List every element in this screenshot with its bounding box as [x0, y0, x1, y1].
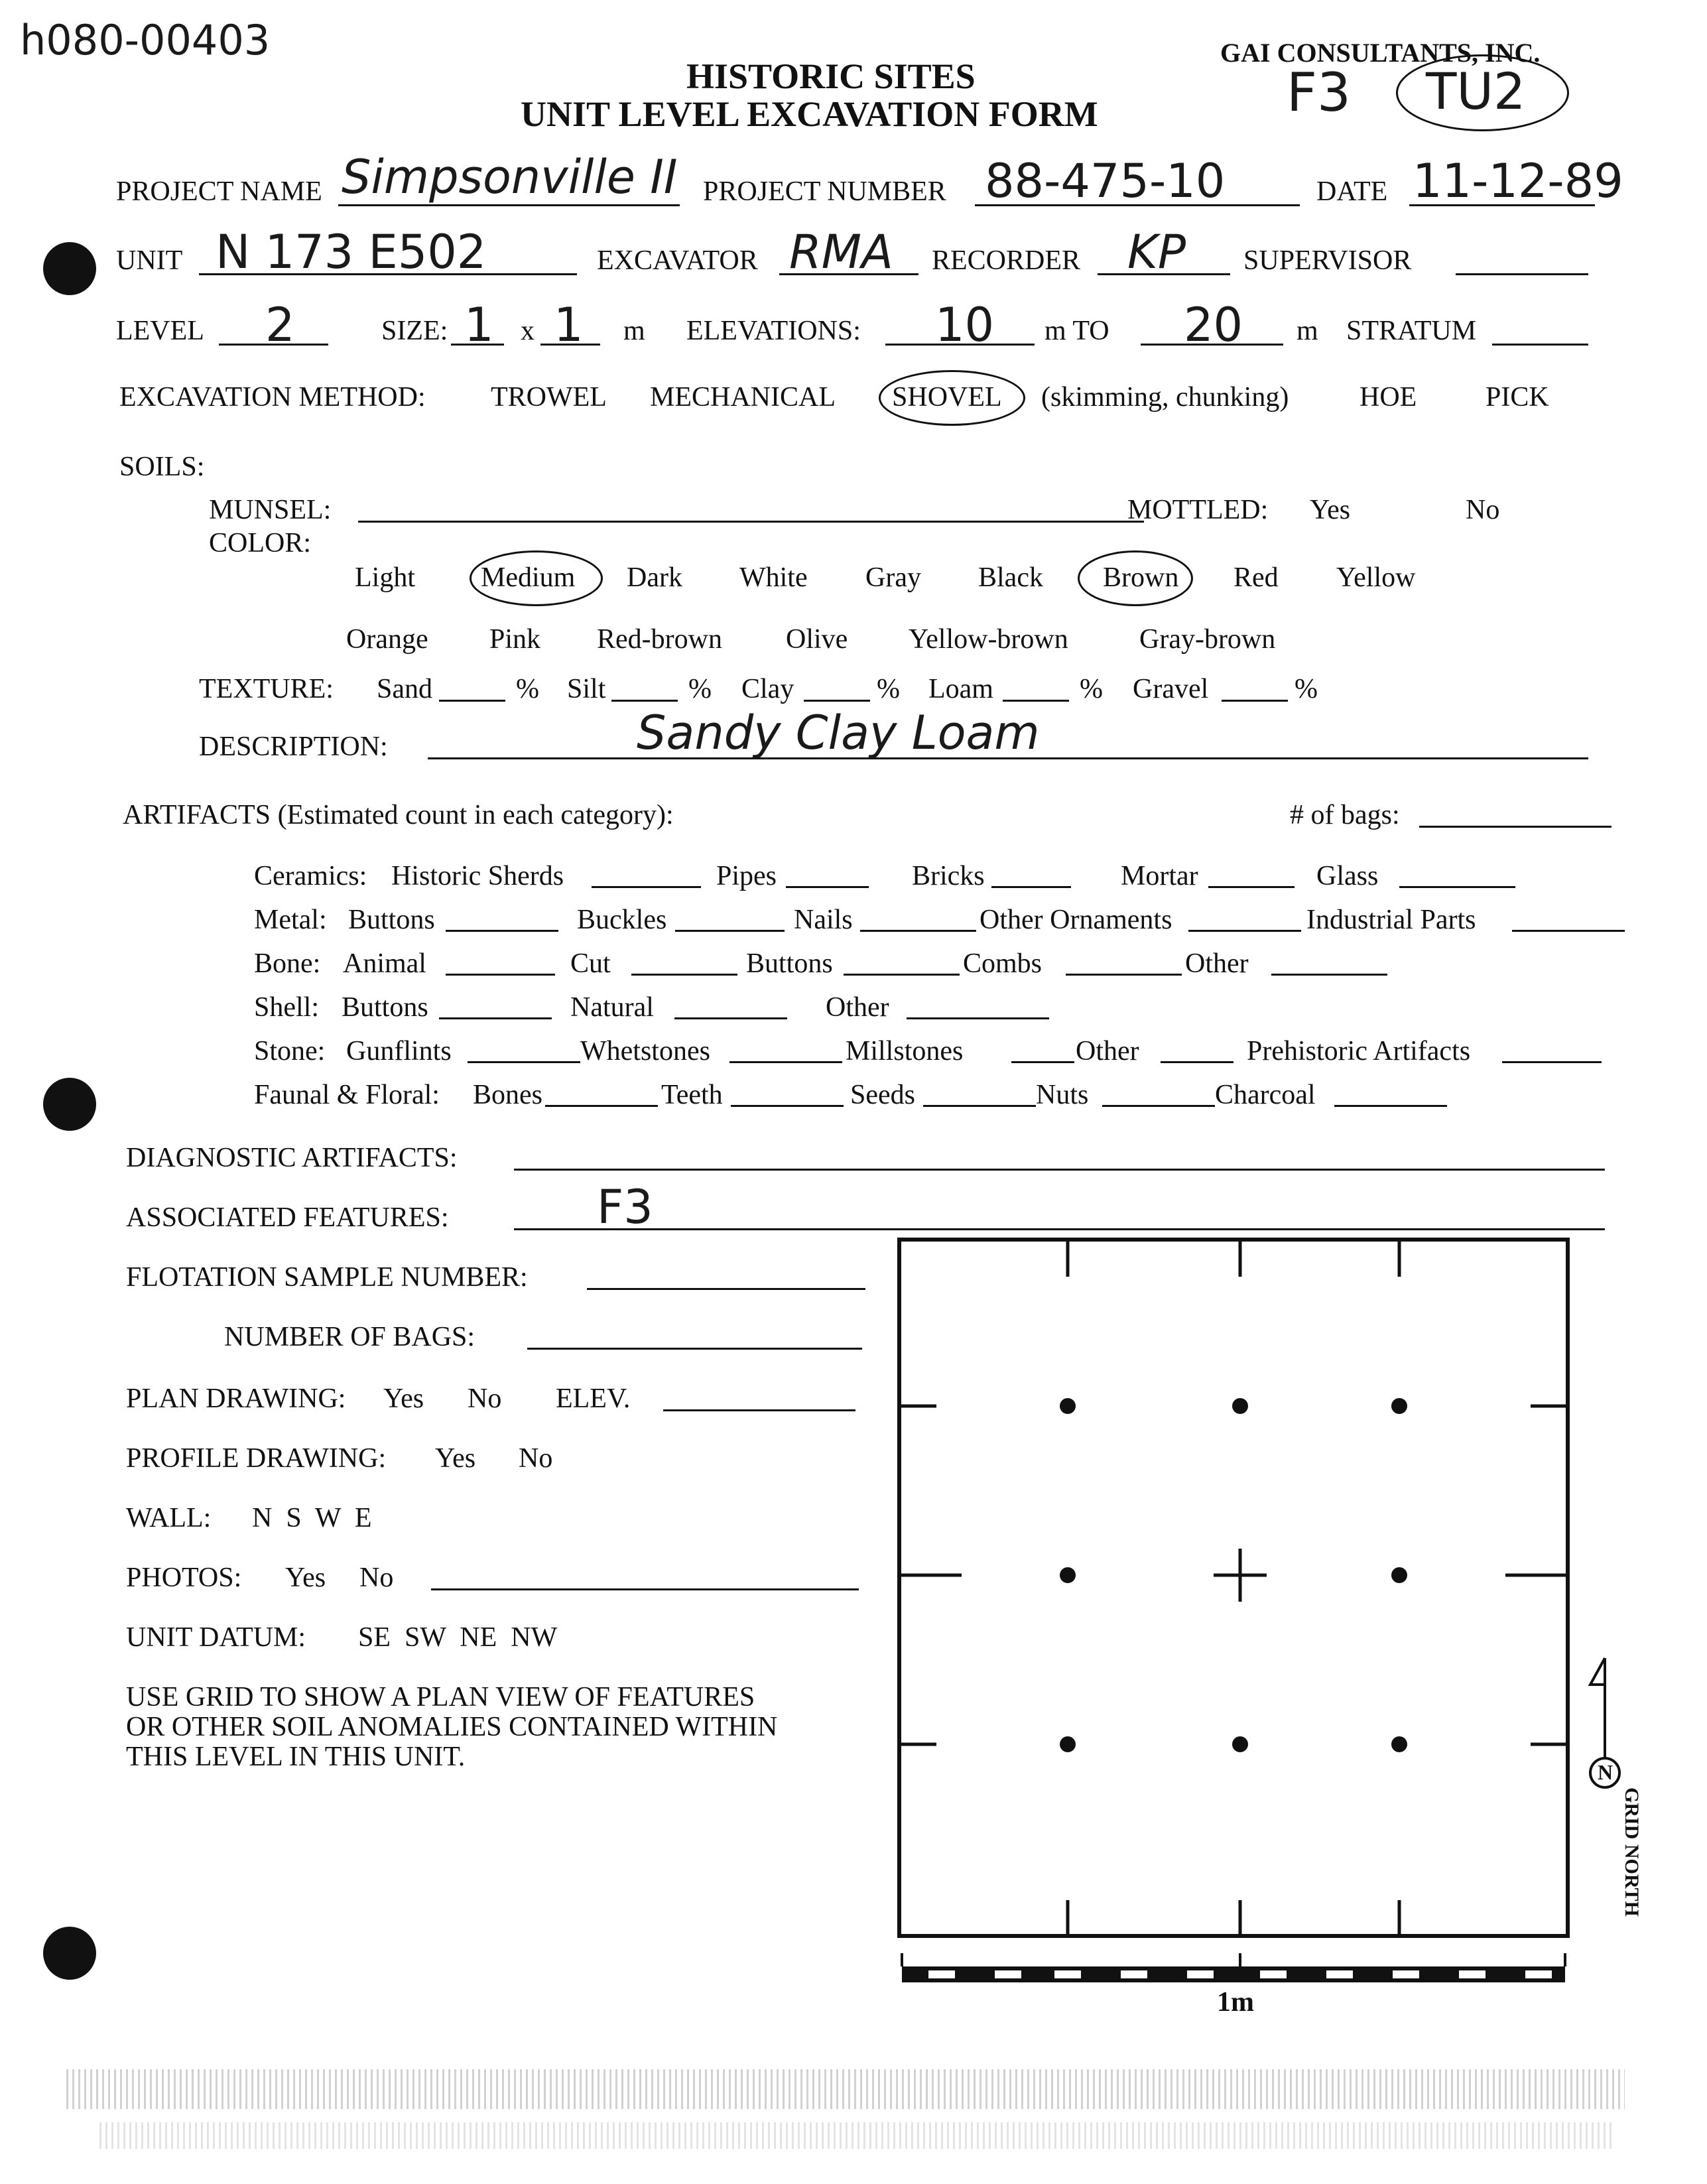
artifact-item: Glass — [1316, 861, 1379, 891]
artifact-item: Mortar — [1121, 861, 1198, 891]
artifact-item: Other — [826, 992, 889, 1023]
elev-label: ELEV. — [556, 1383, 631, 1414]
num-bags-label: NUMBER OF BAGS: — [224, 1322, 475, 1352]
size-x: x — [521, 316, 535, 346]
color-red[interactable]: Red — [1233, 562, 1279, 593]
color-black[interactable]: Black — [978, 562, 1043, 593]
artifact-item: Nuts — [1036, 1080, 1089, 1110]
binder-hole — [43, 1927, 96, 1980]
count-field[interactable] — [1502, 1061, 1602, 1063]
gravel-field[interactable] — [1222, 700, 1288, 702]
recorder-value[interactable]: KP — [1127, 225, 1186, 279]
artifact-item: Bones — [473, 1080, 542, 1110]
faunal-label: Faunal & Floral: — [254, 1080, 440, 1110]
color-dark[interactable]: Dark — [627, 562, 682, 593]
binder-hole — [43, 242, 96, 295]
mottled-yes[interactable]: Yes — [1310, 495, 1351, 525]
grid-north-label: GRID NORTH — [1621, 1787, 1643, 1917]
profile-yes[interactable]: Yes — [435, 1443, 476, 1474]
company-name: GAI CONSULTANTS, INC. — [1220, 38, 1541, 68]
photos-no[interactable]: No — [359, 1563, 394, 1593]
clay-field[interactable] — [804, 700, 870, 702]
color-label: COLOR: — [209, 528, 312, 558]
count-field[interactable] — [446, 930, 558, 932]
pct: % — [1295, 674, 1318, 704]
count-field[interactable] — [1399, 886, 1515, 888]
profile-label: PROFILE DRAWING: — [126, 1443, 387, 1474]
artifact-item: Historic Sherds — [391, 861, 564, 891]
project-number-label: PROJECT NUMBER — [703, 176, 946, 207]
artifact-item: Gunflints — [346, 1036, 452, 1066]
photos-field[interactable] — [431, 1588, 859, 1590]
size-a[interactable]: 1 — [464, 298, 494, 352]
color-yellow-brown[interactable]: Yellow-brown — [909, 624, 1068, 655]
features-value[interactable]: F3 — [597, 1180, 653, 1234]
count-field[interactable] — [860, 930, 976, 932]
color-gray[interactable]: Gray — [865, 562, 921, 593]
pct: % — [1080, 674, 1103, 704]
photos-label: PHOTOS: — [126, 1563, 242, 1593]
excavator-label: EXCAVATOR — [597, 245, 758, 276]
tu-tag: TU2 — [1426, 62, 1526, 121]
count-field[interactable] — [1188, 930, 1301, 932]
datum-label: UNIT DATUM: — [126, 1622, 306, 1653]
artifact-item: Other Ornaments — [980, 905, 1172, 935]
artifact-item: Buckles — [577, 905, 667, 935]
elev-to-label: m TO — [1044, 316, 1109, 346]
texture-sand: Sand — [377, 674, 432, 704]
supervisor-field[interactable] — [1456, 273, 1588, 275]
count-field[interactable] — [674, 1017, 787, 1019]
diagnostic-field[interactable] — [514, 1169, 1605, 1171]
description-value[interactable]: Sandy Clay Loam — [637, 706, 1040, 760]
plan-no[interactable]: No — [468, 1383, 502, 1414]
count-field[interactable] — [1102, 1105, 1215, 1107]
count-field[interactable] — [1011, 1061, 1074, 1063]
count-field[interactable] — [1066, 974, 1182, 976]
form-title-2: UNIT LEVEL EXCAVATION FORM — [521, 94, 1098, 134]
artifact-item: Whetstones — [580, 1036, 710, 1066]
photos-yes[interactable]: Yes — [285, 1563, 326, 1593]
elev-to[interactable]: 20 — [1184, 298, 1243, 352]
method-pick[interactable]: PICK — [1486, 382, 1549, 413]
unit-value[interactable]: N 173 E502 — [216, 225, 487, 279]
bags-field[interactable] — [1419, 826, 1612, 828]
elevations-label: ELEVATIONS: — [686, 316, 861, 346]
method-skimming: (skimming, chunking) — [1041, 382, 1289, 413]
count-field[interactable] — [1208, 886, 1295, 888]
artifact-item: Animal — [343, 948, 426, 979]
unit-label: UNIT — [116, 245, 183, 276]
date-value[interactable]: 11-12-89 — [1413, 154, 1623, 208]
artifact-item: Other — [1076, 1036, 1139, 1066]
grid-instruction-3: THIS LEVEL IN THIS UNIT. — [126, 1742, 466, 1772]
elev-field[interactable] — [663, 1409, 855, 1411]
datum-options[interactable]: SE SW NE NW — [358, 1622, 558, 1653]
artifact-item: Industrial Parts — [1306, 905, 1476, 935]
pct: % — [516, 674, 539, 704]
elev-unit: m — [1296, 316, 1318, 346]
wall-options[interactable]: N S W E — [252, 1503, 372, 1533]
texture-gravel: Gravel — [1133, 674, 1209, 704]
stratum-label: STRATUM — [1346, 316, 1477, 346]
count-field[interactable] — [729, 1061, 842, 1063]
artifacts-label: ARTIFACTS (Estimated count in each category): — [123, 800, 674, 830]
soils-label: SOILS: — [119, 452, 205, 482]
project-name-label: PROJECT NAME — [116, 176, 322, 207]
elev-from[interactable]: 10 — [935, 298, 995, 352]
count-field[interactable] — [631, 974, 737, 976]
count-field[interactable] — [468, 1061, 580, 1063]
method-shovel[interactable]: SHOVEL — [892, 382, 1002, 413]
mottled-no[interactable]: No — [1466, 495, 1500, 525]
artifact-item: Other — [1185, 948, 1249, 979]
count-field[interactable] — [844, 974, 960, 976]
wall-label: WALL: — [126, 1503, 212, 1533]
plan-grid[interactable] — [889, 1230, 1645, 2020]
method-trowel[interactable]: TROWEL — [491, 382, 607, 413]
count-field[interactable] — [1161, 1061, 1233, 1063]
artifact-item: Millstones — [846, 1036, 964, 1066]
ceramics-label: Ceramics: — [254, 861, 367, 891]
mottled-label: MOTTLED: — [1127, 495, 1269, 525]
flotation-field[interactable] — [587, 1288, 865, 1290]
color-gray-brown[interactable]: Gray-brown — [1139, 624, 1276, 655]
method-label: EXCAVATION METHOD: — [119, 382, 426, 413]
color-pink[interactable]: Pink — [489, 624, 541, 655]
color-yellow[interactable]: Yellow — [1336, 562, 1416, 593]
count-field[interactable] — [1512, 930, 1625, 932]
count-field[interactable] — [907, 1017, 1049, 1019]
count-field[interactable] — [675, 930, 785, 932]
scan-noise — [66, 2069, 1625, 2109]
method-mechanical[interactable]: MECHANICAL — [650, 382, 836, 413]
count-field[interactable] — [446, 974, 555, 976]
artifact-item: Prehistoric Artifacts — [1247, 1036, 1471, 1066]
artifact-item: Buttons — [342, 992, 428, 1023]
color-red-brown[interactable]: Red-brown — [597, 624, 722, 655]
north-letter: N — [1598, 1760, 1613, 1784]
doc-id: h080-00403 — [20, 16, 271, 64]
binder-hole — [43, 1078, 96, 1131]
munsel-label: MUNSEL: — [209, 495, 332, 525]
color-white[interactable]: White — [739, 562, 808, 593]
bone-label: Bone: — [254, 948, 321, 979]
artifact-item: Natural — [570, 992, 654, 1023]
grid-instruction-2: OR OTHER SOIL ANOMALIES CONTAINED WITHIN — [126, 1712, 778, 1742]
silt-field[interactable] — [611, 700, 678, 702]
sand-field[interactable] — [439, 700, 505, 702]
level-value[interactable]: 2 — [265, 298, 295, 352]
artifact-item: Buttons — [746, 948, 833, 979]
texture-silt: Silt — [567, 674, 606, 704]
color-olive[interactable]: Olive — [786, 624, 848, 655]
color-brown[interactable]: Brown — [1103, 562, 1179, 593]
count-field[interactable] — [923, 1105, 1036, 1107]
count-field[interactable] — [439, 1017, 552, 1019]
artifact-item: Cut — [570, 948, 611, 979]
artifact-item: Combs — [963, 948, 1043, 979]
count-field[interactable] — [731, 1105, 844, 1107]
count-field[interactable] — [786, 886, 869, 888]
level-label: LEVEL — [116, 316, 204, 346]
metal-label: Metal: — [254, 905, 327, 935]
scale-label: 1m — [1217, 1987, 1254, 2018]
texture-label: TEXTURE: — [199, 674, 334, 704]
plan-yes[interactable]: Yes — [383, 1383, 424, 1414]
num-bags-field[interactable] — [527, 1348, 862, 1350]
artifact-item: Nails — [794, 905, 853, 935]
artifact-item: Buttons — [348, 905, 435, 935]
count-field[interactable] — [545, 1105, 658, 1107]
stratum-field[interactable] — [1492, 344, 1588, 346]
pct: % — [688, 674, 712, 704]
field-line — [338, 204, 680, 206]
munsel-field[interactable] — [358, 521, 1144, 523]
size-label: SIZE: — [381, 316, 448, 346]
artifact-item: Charcoal — [1215, 1080, 1316, 1110]
excavator-value[interactable]: RMA — [789, 225, 893, 279]
bags-label: # of bags: — [1290, 800, 1400, 830]
texture-clay: Clay — [741, 674, 794, 704]
date-label: DATE — [1316, 176, 1388, 207]
project-number-value[interactable]: 88-475-10 — [985, 154, 1226, 208]
form-title-1: HISTORIC SITES — [686, 56, 976, 96]
count-field[interactable] — [1334, 1105, 1447, 1107]
supervisor-label: SUPERVISOR — [1243, 245, 1412, 276]
shell-label: Shell: — [254, 992, 320, 1023]
method-hoe[interactable]: HOE — [1359, 382, 1417, 413]
count-field[interactable] — [592, 886, 701, 888]
flotation-label: FLOTATION SAMPLE NUMBER: — [126, 1262, 528, 1293]
color-medium[interactable]: Medium — [481, 562, 576, 593]
description-label: DESCRIPTION: — [199, 732, 388, 762]
color-orange[interactable]: Orange — [346, 624, 428, 655]
size-unit: m — [623, 316, 645, 346]
texture-loam: Loam — [928, 674, 993, 704]
project-name-value[interactable]: Simpsonville II — [342, 150, 678, 204]
count-field[interactable] — [991, 886, 1071, 888]
color-light[interactable]: Light — [355, 562, 415, 593]
recorder-label: RECORDER — [932, 245, 1081, 276]
size-b[interactable]: 1 — [554, 298, 584, 352]
artifact-item: Teeth — [661, 1080, 723, 1110]
plan-label: PLAN DRAWING: — [126, 1383, 346, 1414]
artifact-item: Bricks — [912, 861, 985, 891]
artifact-item: Pipes — [716, 861, 777, 891]
grid-instruction-1: USE GRID TO SHOW A PLAN VIEW OF FEATURES — [126, 1682, 755, 1712]
feature-tag: F3 — [1287, 62, 1351, 123]
count-field[interactable] — [1271, 974, 1387, 976]
diagnostic-label: DIAGNOSTIC ARTIFACTS: — [126, 1143, 458, 1173]
loam-field[interactable] — [1003, 700, 1069, 702]
stone-label: Stone: — [254, 1036, 326, 1066]
artifact-item: Seeds — [850, 1080, 915, 1110]
scan-noise — [99, 2122, 1612, 2149]
profile-no[interactable]: No — [519, 1443, 553, 1474]
features-label: ASSOCIATED FEATURES: — [126, 1202, 449, 1233]
pct: % — [877, 674, 900, 704]
